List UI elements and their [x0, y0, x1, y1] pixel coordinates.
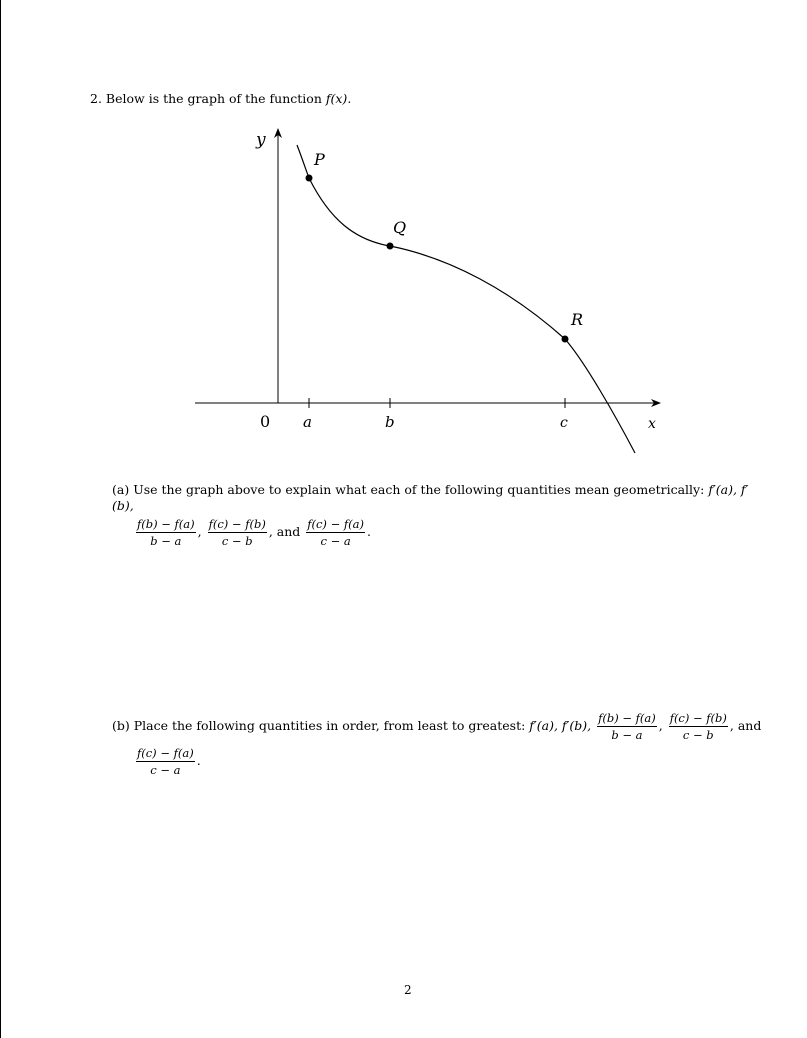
- point-p: [306, 175, 313, 182]
- x-axis-label: x: [648, 416, 656, 432]
- page-number: 2: [404, 983, 412, 997]
- part-b-text: Place the following quantities in order, from least to greatest:: [133, 718, 526, 733]
- point-label-r: R: [571, 310, 584, 329]
- y-axis-label: y: [256, 130, 266, 150]
- point-q: [387, 243, 394, 250]
- point-r: [562, 336, 569, 343]
- function-curve: [297, 145, 635, 453]
- origin-label: 0: [260, 412, 271, 431]
- part-b-frac-ba: $\frac{f(b) - f(a)}{b - a}$: [598, 711, 656, 742]
- part-a-terms: f′(a), f′(b),: [112, 482, 749, 513]
- problem-end: .: [347, 91, 352, 106]
- tick-label-b: b: [385, 413, 395, 431]
- tick-label-c: c: [560, 415, 568, 431]
- part-b-terms: f′(a), f′(b),: [529, 718, 592, 733]
- function-name: f(x): [325, 91, 348, 106]
- part-b-fraction-line2: $\frac{f(c) - f(a)}{c - a}$ .: [137, 746, 201, 777]
- point-label-p: P: [314, 150, 325, 169]
- function-graph: [0, 0, 807, 470]
- part-a-label: (a): [112, 482, 130, 497]
- point-label-q: Q: [393, 218, 407, 237]
- problem-number: 2.: [90, 91, 102, 106]
- part-b-frac-cb: $\frac{f(c) - f(b)}{c - b}$: [669, 711, 727, 742]
- part-a-frac-ba: $\frac{f(b) - f(a)}{b - a}$: [137, 517, 195, 548]
- part-b-label: (b): [112, 718, 130, 733]
- part-a-text: Use the graph above to explain what each of the following quantities mean geometrically:: [133, 482, 705, 497]
- part-b: (b) Place the following quantities in order, from least to greatest: f′(a), f′(b), $\frac{f(b) - f(a)}{b - a}$ , $\frac{f(c) - f(b)}{c - b}$ , and $\frac{f(c) - f(a)}{c - a}$ .: [112, 711, 762, 777]
- tick-label-a: a: [303, 413, 312, 431]
- part-a-frac-ca: $\frac{f(c) - f(a)}{c - a}$: [307, 517, 364, 548]
- part-a-fractions: $\frac{f(b) - f(a)}{b - a}$ , $\frac{f(c) - f(b)}{c - b}$ , and $\frac{f(c) - f(a)}{c - a}$ .: [137, 517, 371, 548]
- part-a-frac-cb: $\frac{f(c) - f(b)}{c - b}$: [208, 517, 266, 548]
- part-b-frac-ca: $\frac{f(c) - f(a)}{c - a}$: [137, 746, 194, 777]
- problem-text: Below is the graph of the function: [105, 91, 322, 106]
- part-a: [112, 482, 762, 549]
